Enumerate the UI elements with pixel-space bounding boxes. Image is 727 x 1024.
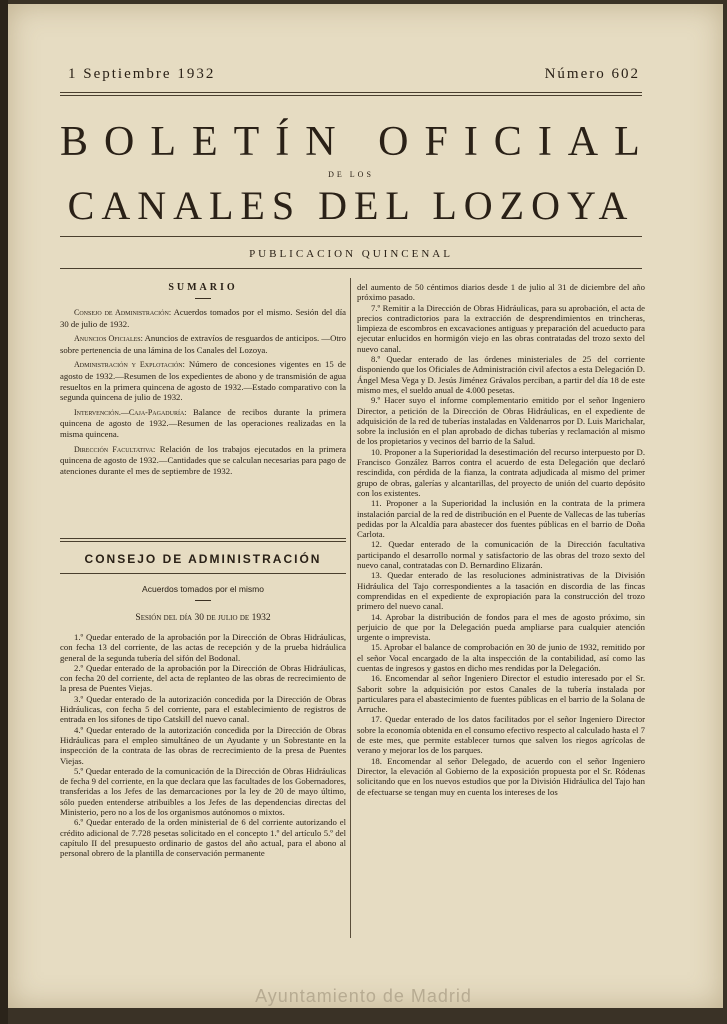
sumario-entry-lead: Dirección Facultativa: xyxy=(74,444,156,454)
section-rule-bottom xyxy=(60,573,346,574)
header-rule-bottom xyxy=(60,95,642,96)
section-subtitle: Acuerdos tomados por el mismo xyxy=(142,584,264,594)
sumario-entry-text: Balance de recibos durante la primera quincena de agosto de 1932.—Resumen de las operaciones realizadas en la misma quincena. xyxy=(60,406,346,439)
agreement-paragraph: 2.º Quedar enterado de la aprobación por la Dirección de Obras Hidráulicas, con fecha 20 del corriente, del acta de replanteo de las obras de recrecimiento de la presa de Puentes Viejas. xyxy=(60,662,346,694)
sumario-list xyxy=(60,307,346,480)
header-rule-top xyxy=(60,92,642,93)
session-heading: Sesión del día 30 de julio de 1932 xyxy=(135,613,271,623)
issue-date: 1 Septiembre 1932 xyxy=(68,66,216,82)
section-title: CONSEJO DE ADMINISTRACIÓN xyxy=(84,552,322,566)
issue-header xyxy=(68,66,640,83)
publication-frequency: PUBLICACION QUINCENAL xyxy=(249,248,453,260)
sumario-entry xyxy=(60,359,346,402)
subtitle-rule xyxy=(60,268,642,269)
agreement-paragraph: del aumento de 50 céntimos diarios desde 1 de julio al 31 de diciembre del año próximo pasado. xyxy=(357,282,645,303)
column-separator xyxy=(350,278,351,938)
sumario-title: SUMARIO xyxy=(168,282,238,293)
agreement-paragraph: 15. Aprobar el balance de comprobación en 30 de junio de 1932, remitido por el señor Vocal encargado de la alta inspección de la contabilidad, así como las cuentas de ingresos y gastos en dicho mes rendidas por la Delegación. xyxy=(357,642,645,673)
agreement-paragraph: 4.º Quedar enterado de la autorización concedida por la Dirección de Obras Hidráulicas para el empleo simultáneo de un Ayudante y un Sobrestante en la inspección de la contrata de las obras de recrecimiento de la presa de Puentes Viejas. xyxy=(60,724,346,766)
sumario-entry xyxy=(60,407,346,440)
section-rule-top xyxy=(60,538,346,539)
left-column-body xyxy=(60,632,346,859)
issue-number: Número 602 xyxy=(544,66,640,82)
agreement-paragraph: 3.º Quedar enterado de la autorización concedida por la Dirección de Obras Hidráulicas, con fecha 5 del corriente, para el establecimiento de registros de entrada en los sifones de tipo Catskill del nuevo canal. xyxy=(60,693,346,725)
sumario-entry-text: Relación de los trabajos ejecutados en la primera quincena de agosto de 1932.—Cantidades que se calculan necesarias para pago de atenciones durante el mes de septiembre de 1932. xyxy=(60,443,346,476)
sumario-entry-text: Anuncios de extravíos de resguardos de anticipos. —Otro sobre pertenencia de una lámina de los Canales del Lozoya. xyxy=(60,333,347,355)
agreement-paragraph: 17. Quedar enterado de los datos facilitados por el señor Ingeniero Director sobre la economía obtenida en el consumo efectivo respecto al calculado hasta el 7 de este mes, que permite establecer turnos que salven los riegos agrícolas de verano y mejorar los de los parques. xyxy=(357,714,645,756)
right-column-body xyxy=(357,282,645,797)
masthead-title-line2: CANALES DEL LOZOYA xyxy=(67,183,635,228)
agreement-paragraph: 12. Quedar enterado de la comunicación de la Dirección facultativa participando el desarrollo normal y satisfactorio de las obras del trozo sexto del nuevo canal, contratadas con D. Bernardino Elizarán. xyxy=(357,539,645,571)
sumario-entry xyxy=(60,307,346,329)
section-rule-top-2 xyxy=(60,541,346,542)
agreement-paragraph: 9.º Hacer suyo el informe complementario emitido por el señor Ingeniero Director, a petición de la Dirección de Obras Hidráulicas, en el expediente de adquisición de la red de tuberías instaladas en Valdenarros por D. Luis Marichalar, sobre la inclusión en el plan aprobado de dichas tuberías y reclamación al mismo de los propietarios y vecinos del barrio de la Salud. xyxy=(357,395,645,447)
subtitle-dash xyxy=(195,600,211,601)
binding-edge xyxy=(0,0,8,1024)
sumario-entry-text: Acuerdos tomados por el mismo. Sesión del día 30 de julio de 1932. xyxy=(60,307,346,329)
masthead-title-line1: BOLETÍN OFICIAL xyxy=(60,119,656,165)
agreement-paragraph: 16. Encomendar al señor Ingeniero Director el estudio interesado por el Sr. Saborit sobre la adquisición por estos Canales de la tubería instalada por particulares para el abastecimiento de fuentes públicas en el barrio de la Solana de Arruche. xyxy=(357,673,645,715)
masthead-rule xyxy=(60,236,642,237)
agreement-paragraph: 8.º Quedar enterado de las órdenes ministeriales de 25 del corriente disponiendo que los Oficiales de Administración civil afectos a esta Delegación D. Ángel Mesa Vega y D. Jesús Jiménez Grávalos perciban, a partir del día 18 de este mismo mes, el sueldo anual de 4.000 pesetas. xyxy=(357,354,645,395)
sumario-entry xyxy=(60,444,346,477)
agreement-paragraph: 14. Aprobar la distribución de fondos para el mes de agosto próximo, sin perjuicio de que por la Delegación pueda ampliarse para cualquier atención urgente o imprevista. xyxy=(357,611,645,643)
sumario-entry-text: Número de concesiones vigentes en 15 de agosto de 1932.—Resumen de los expedientes de abono y de transmisión de agua resueltos en la primera quincena de agosto de 1932.—Estado comparativo con la segunda quincena de julio de 1932. xyxy=(60,359,346,403)
sumario-dash xyxy=(195,298,211,299)
watermark: Ayuntamiento de Madrid xyxy=(255,986,472,1006)
agreement-paragraph: 18. Encomendar al señor Delegado, de acuerdo con el señor Ingeniero Director, la elevación al Gobierno de la exposición propuesta por el Sr. Ródenas solicitando que en los nuevos estudios que por la División Hidráulica del Tajo han de efectuarse se tengan muy en cuenta los intereses de los xyxy=(357,755,645,797)
sumario-entry-lead: Administración y Explotación: xyxy=(74,360,185,370)
agreement-paragraph: 5.º Quedar enterado de la comunicación de la Dirección de Obras Hidráulicas de fecha 9 del corriente, en la que declara que las facultades de los Gobernadores, transferidas a los Jefes de las demarcaciones por la ley de 20 de mayo último, sólo pueden entenderse atribuibles a los Jefes de las dependencias directas del Ministerio, pero no a los de los organismos autónomos o mixtos. xyxy=(60,765,346,818)
agreement-paragraph: 13. Quedar enterado de las resoluciones administrativas de la División Hidráulica del Tajo correspondientes a la tasación en discordia de las fincas comprendidas en el expediente de expropiación para la construcción del trozo primero del nuevo canal. xyxy=(357,570,645,612)
sumario-entry xyxy=(60,333,346,355)
sumario-entry-lead: Intervención.—Caja-Pagaduría: xyxy=(74,407,187,417)
sumario-entry-lead: Consejo de Administración: xyxy=(74,308,172,317)
masthead-de-los: DE LOS xyxy=(328,170,374,179)
agreement-paragraph: 10. Proponer a la Superioridad la desestimación del recurso interpuesto por D. Francisco González Barros contra el acuerdo de esta Delegación que declaró rescindida, con pérdida de la fianza, la contrata adjudicada al mismo del primer grupo de obras, galerías y alcantarillas, del proyecto de unión del cuarto depósito con los existentes. xyxy=(357,446,645,498)
agreement-paragraph: 6.º Quedar enterado de la orden ministerial de 6 del corriente autorizando el crédito adicional de 7.728 pesetas solicitado en el concepto 1.º del artículo 5.º del capítulo II del presupuesto ordinario de gastos del año actual, para el abono al personal obrero de la plantilla de conservación permanente xyxy=(60,817,346,859)
agreement-paragraph: 1.º Quedar enterado de la aprobación por la Dirección de Obras Hidráulicas, con fecha 13 del corriente, de las actas de recepción y de la prueba hidráulica general de la segunda tubería del sifón del Bodonal. xyxy=(60,632,346,663)
agreement-paragraph: 11. Proponer a la Superioridad la inclusión en la contrata de la primera instalación parcial de la red de distribución en el Puente de Vallecas de las tuberías pedidas por la Alcaldía para abastecer dos fuentes públicas en el barrio de Doña Carlota. xyxy=(357,498,645,540)
sumario-entry-lead: Anuncios Oficiales: xyxy=(74,334,143,344)
agreement-paragraph: 7.º Remitir a la Dirección de Obras Hidráulicas, para su aprobación, el acta de precios contradictorios para la extracción de desprendimientos en trincheras, limpieza de escombros en excavaciones antiguas y preparación del acueducto para ejecutar enlucidos en hormigón viejo en las obras contratadas del trozo sexto del nuevo canal. xyxy=(357,302,645,354)
